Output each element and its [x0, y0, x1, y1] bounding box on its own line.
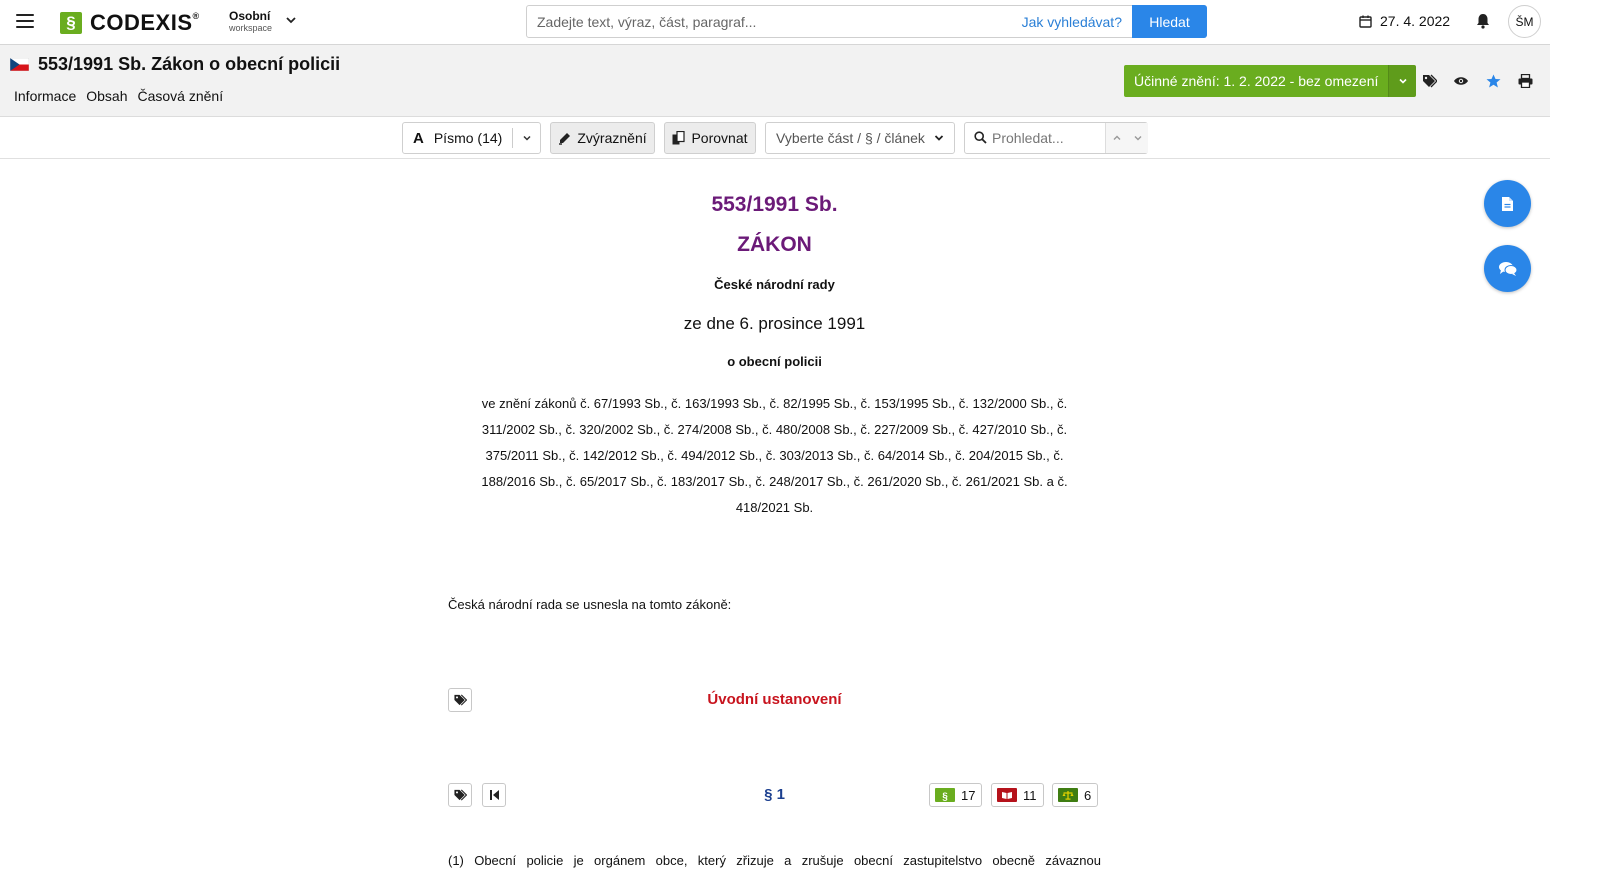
section-select[interactable]	[765, 122, 955, 154]
tab-informace[interactable]: Informace	[14, 88, 77, 104]
user-avatar[interactable]: ŠM	[1508, 5, 1541, 38]
document-panel-button[interactable]	[1484, 180, 1531, 227]
workspace-subtitle: workspace	[229, 23, 273, 33]
law-type: ZÁKON	[737, 233, 812, 256]
literature-count: 11	[1023, 787, 1037, 803]
codexis-logo[interactable]	[60, 10, 200, 36]
chevron-down-icon	[934, 133, 944, 143]
section-select-value: Vyberte část / § / článek	[776, 130, 925, 146]
workspace-switcher[interactable]	[229, 10, 272, 34]
document-find	[964, 122, 1148, 154]
brand-registered: ®	[192, 11, 200, 21]
document-toolbar	[0, 118, 1550, 159]
search-button[interactable]: Hledat	[1132, 5, 1207, 38]
search-help-link[interactable]: Jak vyhledávat?	[1021, 13, 1122, 30]
version-selector	[1124, 65, 1416, 97]
eye-icon[interactable]	[1452, 73, 1470, 89]
highlight-button[interactable]	[550, 122, 655, 154]
czech-flag-icon	[10, 58, 29, 71]
divider	[512, 128, 513, 148]
document-icon	[1501, 196, 1514, 212]
star-icon[interactable]	[1484, 73, 1502, 89]
section-title: Úvodní ustanovení	[707, 691, 842, 708]
print-icon[interactable]	[1516, 73, 1534, 89]
chevron-down-icon[interactable]	[1133, 133, 1143, 143]
tab-obsah[interactable]: Obsah	[86, 88, 128, 104]
document-bar	[0, 45, 1550, 117]
paragraph-text: (1) Obecní policie je orgánem obce, který zřizuje a zrušuje obecní zastupitelstvo obecně závaznou	[448, 853, 1101, 868]
law-subject: o obecní policii	[727, 354, 822, 369]
literature-counter[interactable]	[991, 783, 1044, 807]
menu-icon[interactable]	[16, 14, 34, 30]
workspace-name: Osobní	[229, 9, 271, 23]
compare-icon	[672, 131, 685, 145]
law-number: 553/1991 Sb.	[711, 193, 838, 216]
chevron-down-icon[interactable]	[285, 14, 297, 26]
top-bar	[0, 0, 1550, 45]
tab-casova-zneni[interactable]: Časová znění	[137, 88, 224, 104]
date-display[interactable]	[1359, 13, 1450, 29]
compare-label: Porovnat	[691, 130, 748, 146]
logo-mark: §	[60, 12, 82, 34]
document-tabs	[14, 88, 223, 104]
search-icon	[974, 131, 987, 144]
highlight-label: Zvýraznění	[577, 130, 647, 146]
paragraph-number: § 1	[764, 786, 785, 803]
related-laws-counter[interactable]	[929, 783, 982, 807]
bell-icon[interactable]	[1476, 13, 1490, 29]
search-input[interactable]	[527, 6, 1022, 37]
chat-icon	[1498, 261, 1518, 277]
find-navigation	[1105, 123, 1148, 153]
search-bar	[526, 5, 1207, 38]
version-dropdown[interactable]	[1388, 65, 1416, 97]
font-icon: A	[413, 129, 424, 147]
font-size-control[interactable]	[402, 122, 541, 154]
chevron-down-icon	[1398, 76, 1408, 86]
font-size-label: Písmo (14)	[433, 130, 503, 146]
law-icon	[935, 788, 955, 802]
brand-name: CODEXIS	[90, 10, 193, 35]
compare-button[interactable]	[664, 122, 756, 154]
tag-icon[interactable]	[1420, 73, 1438, 89]
svg-text:§: §	[942, 791, 948, 801]
chevron-down-icon[interactable]	[522, 133, 532, 143]
calendar-icon	[1359, 15, 1372, 28]
judgments-counter[interactable]	[1052, 783, 1098, 807]
marker-icon	[558, 132, 571, 145]
law-amendments: ve znění zákonů č. 67/1993 Sb., č. 163/1993 Sb., č. 82/1995 Sb., č. 153/1995 Sb., č. 132/2000 Sb., č. 311/2002 Sb., č. 320/2002 Sb., č. 274/2008 Sb., č. 480/2008 Sb., č. 227/2009 Sb., č. 427/2010 Sb., č. 375/2011 Sb., č. 142/2012 Sb., č. 494/2012 Sb., č. 303/2013 Sb., č. 64/2014 Sb., č. 204/2015 Sb., č. 188/2016 Sb., č. 65/2017 Sb., č. 183/2017 Sb., č. 248/2017 Sb., č. 261/2020 Sb., č. 261/2021 Sb. a č. 418/2021 Sb.	[481, 396, 1068, 515]
law-date: ze dne 6. prosince 1991	[683, 314, 866, 333]
court-icon	[1058, 788, 1078, 802]
related-laws-count: 17	[961, 787, 976, 803]
document-actions	[1420, 73, 1534, 89]
law-issuer: České národní rady	[714, 277, 835, 292]
book-icon	[997, 788, 1017, 802]
document-title: 553/1991 Sb. Zákon o obecní policii	[38, 54, 341, 74]
chat-button[interactable]	[1484, 245, 1531, 292]
judgments-count: 6	[1084, 787, 1092, 803]
date-value: 27. 4. 2022	[1380, 13, 1451, 29]
chevron-up-icon[interactable]	[1112, 133, 1122, 143]
version-label[interactable]: Účinné znění: 1. 2. 2022 - bez omezení	[1124, 65, 1388, 97]
law-preamble: Česká národní rada se usnesla na tomto zákoně:	[448, 597, 732, 612]
